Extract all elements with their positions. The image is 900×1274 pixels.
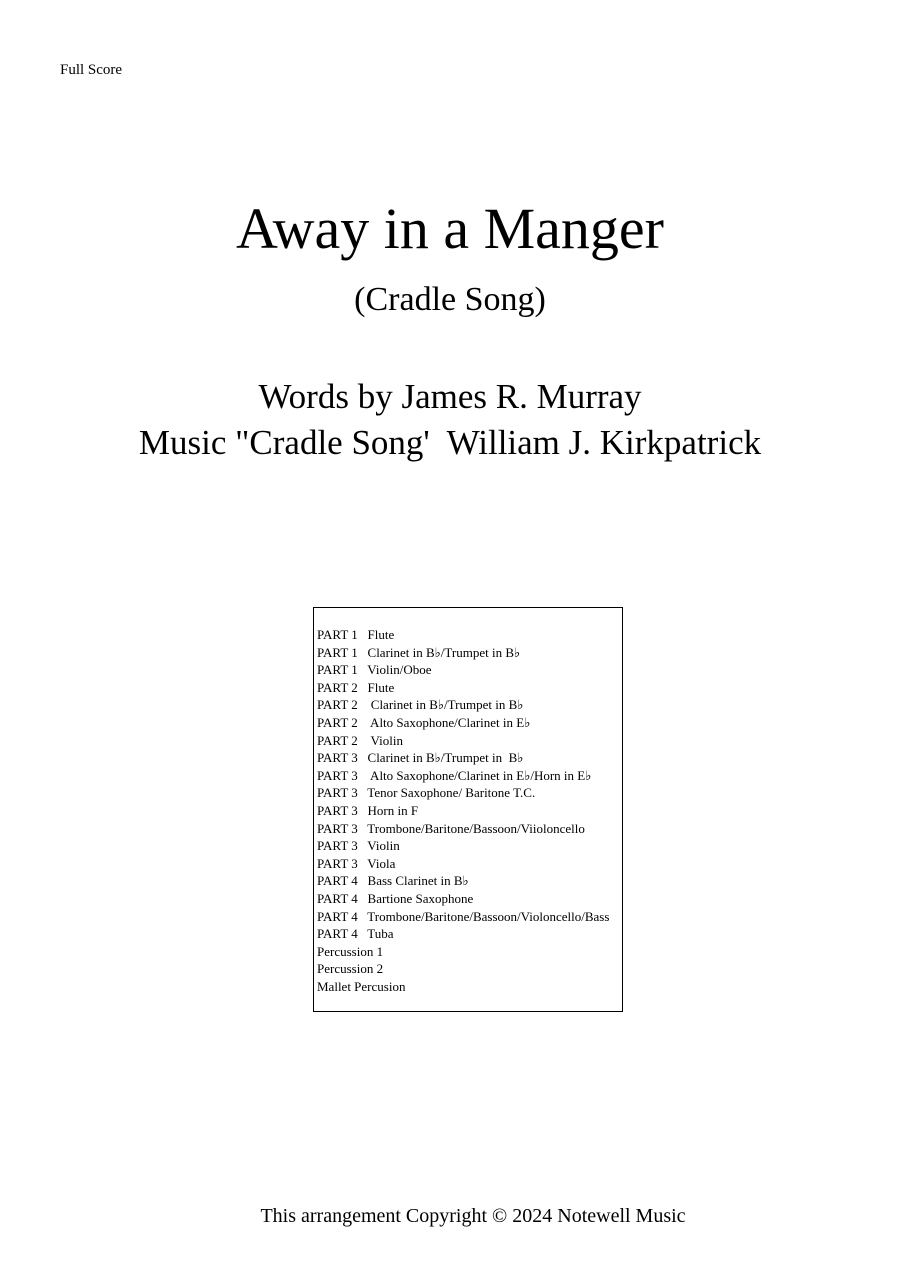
list-item: PART 4 Bartione Saxophone xyxy=(317,890,474,906)
list-item: PART 2 Clarinet in B♭/Trumpet in B♭ xyxy=(317,697,524,713)
list-item: PART 4 Bass Clarinet in B♭ xyxy=(317,873,469,889)
page-title: Away in a Manger xyxy=(236,196,664,261)
list-item: PART 2 Alto Saxophone/Clarinet in E♭ xyxy=(317,714,531,730)
list-item: PART 1 Violin/Oboe xyxy=(317,662,432,678)
list-item: PART 3 Violin xyxy=(317,838,400,854)
parts-list-box xyxy=(313,607,623,1012)
list-item: PART 1 Flute xyxy=(317,627,395,642)
lyricist-credit: Words by James R. Murray xyxy=(258,377,642,416)
parts-list xyxy=(317,626,657,995)
list-item: Mallet Percusion xyxy=(317,978,406,994)
list-item: PART 3 Alto Saxophone/Clarinet in E♭/Horn in E♭ xyxy=(317,767,592,783)
list-item: PART 4 Tuba xyxy=(317,926,394,942)
list-item: Percussion 1 xyxy=(317,943,384,959)
list-item: PART 3 Trombone/Baritone/Bassoon/Viioloncello xyxy=(317,820,585,836)
list-item: PART 3 Tenor Saxophone/ Baritone T.C. xyxy=(317,785,536,801)
composer-credit: Music "Cradle Song' William J. Kirkpatrick xyxy=(138,423,762,462)
list-item: PART 2 Violin xyxy=(317,732,403,748)
list-item: PART 3 Horn in F xyxy=(317,802,419,818)
copyright-notice: This arrangement Copyright © 2024 Notewell Music xyxy=(260,1205,686,1227)
page-subtitle: (Cradle Song) xyxy=(354,281,546,318)
list-item: PART 3 Clarinet in B♭/Trumpet in B♭ xyxy=(317,750,524,766)
list-item: PART 1 Clarinet in B♭/Trumpet in B♭ xyxy=(317,644,521,660)
list-item: Percussion 2 xyxy=(317,961,384,977)
list-item: PART 2 Flute xyxy=(317,679,395,695)
list-item: PART 3 Viola xyxy=(317,855,396,871)
score-type-label: Full Score xyxy=(60,62,123,78)
list-item: PART 4 Trombone/Baritone/Bassoon/Violoncello/Bass xyxy=(317,908,610,924)
